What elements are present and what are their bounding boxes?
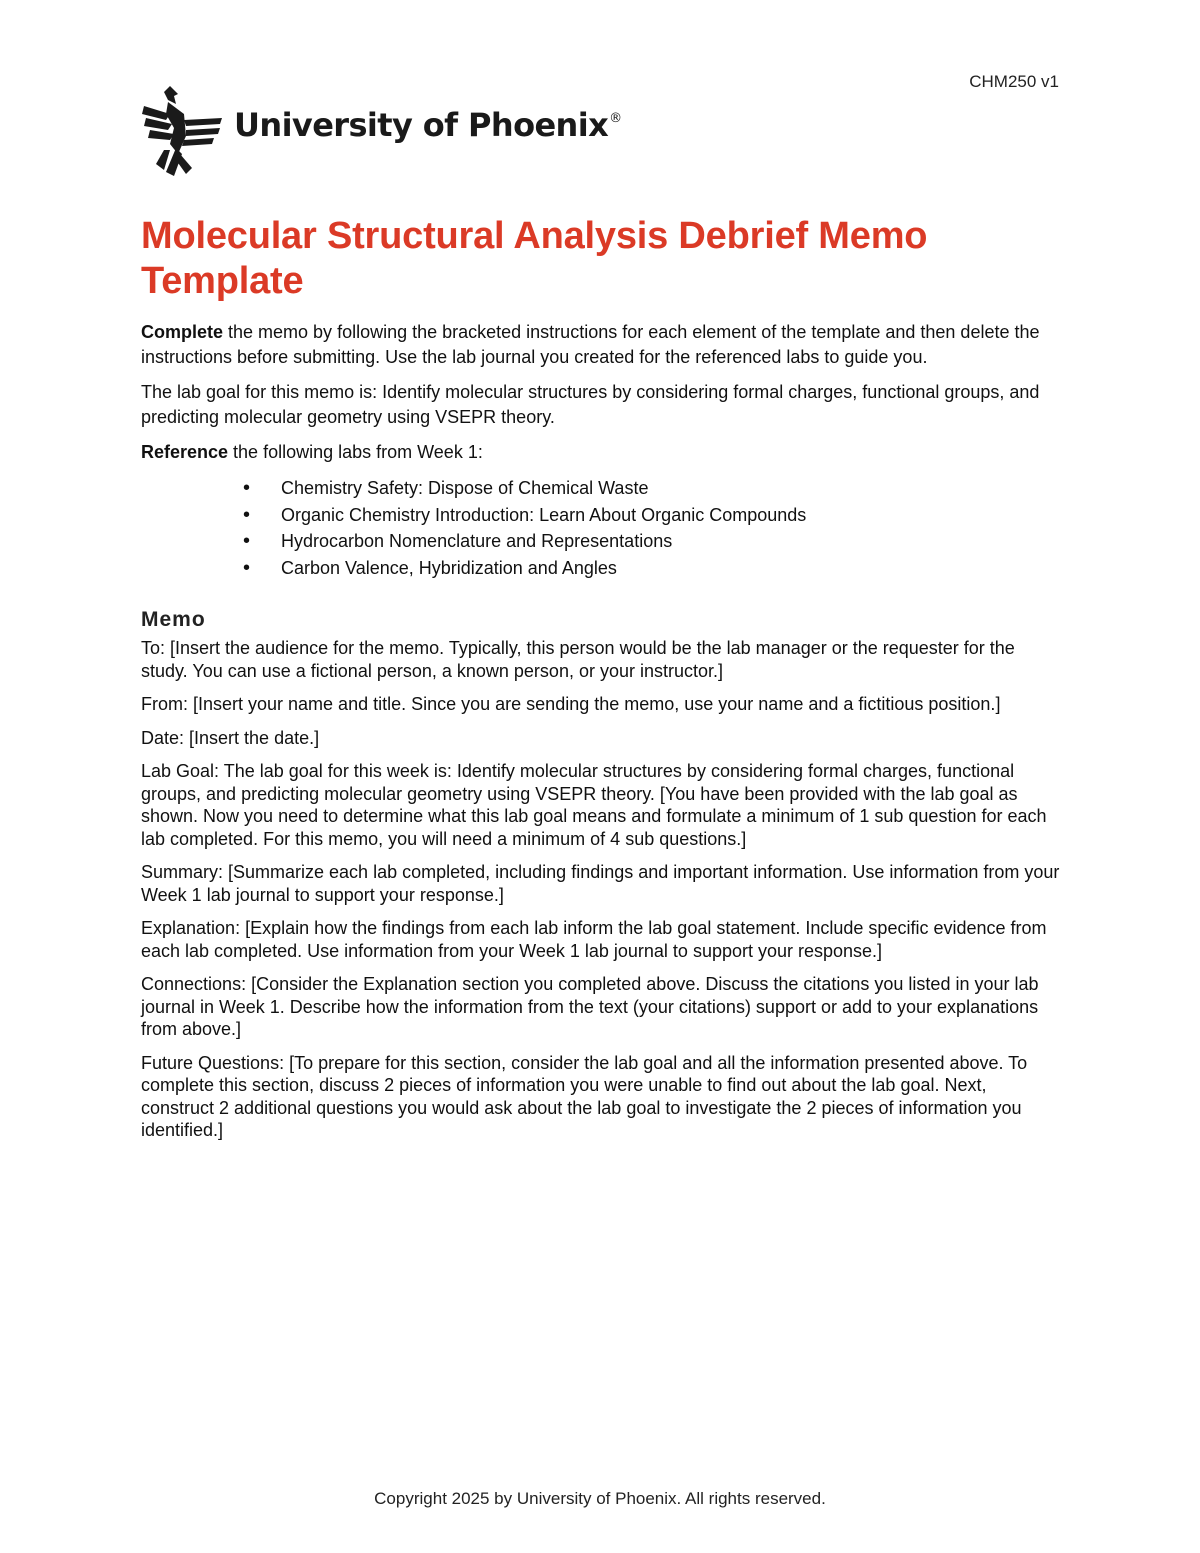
copyright-footer: Copyright 2025 by University of Phoenix. All rights reserved. <box>374 1489 826 1508</box>
registered-mark: ® <box>609 111 622 126</box>
course-code: CHM250 v1 <box>969 72 1059 91</box>
memo-explanation: Explanation: [Explain how the findings from each lab inform the lab goal statement. Include specific evidence from each lab completed. Use information from your Week 1 lab journal to support your response.] <box>141 918 1047 961</box>
memo-heading: Memo <box>141 608 206 631</box>
memo-connections: Connections: [Consider the Explanation section you completed above. Discuss the citations you listed in your lab journal in Week 1. Describe how the information from the text (your citations) support or add to your explanations from above.] <box>141 974 1039 1039</box>
memo-lab-goal: Lab Goal: The lab goal for this week is: Identify molecular structures by considering formal charges, functional groups, and predicting molecular geometry using VSEPR theory. [You have been provided with the lab goal as shown. Now you need to determine what this lab goal means and formulate a minimum of 1 sub question for each lab completed. For this memo, you will need a minimum of 4 sub questions.] <box>141 761 1047 849</box>
intro-section <box>141 320 1061 465</box>
complete-text: the memo by following the bracketed instructions for each element of the template and then delete the instructions before submitting. Use the lab journal you created for the referenced labs to guide you. <box>141 322 1040 367</box>
logo-text: University of Phoenix <box>234 106 609 144</box>
reference-instruction <box>141 440 1061 465</box>
complete-instruction <box>141 320 1061 370</box>
logo-wordmark <box>234 106 622 144</box>
memo-date: Date: [Insert the date.] <box>141 727 320 748</box>
list-item: • Organic Chemistry Introduction: Learn About Organic Compounds <box>243 502 1061 529</box>
lab-list <box>141 475 1061 581</box>
list-item: • Chemistry Safety: Dispose of Chemical Waste <box>243 475 1061 502</box>
memo-summary: Summary: [Summarize each lab completed, including findings and important information. Use information from your Week 1 lab journal to support your response.] <box>141 862 1060 905</box>
phoenix-logo-icon <box>140 84 224 178</box>
university-logo <box>140 84 622 178</box>
reference-text: the following labs from Week 1: <box>228 442 483 462</box>
document-body <box>141 214 1061 1153</box>
reference-bold: Reference <box>141 442 229 462</box>
memo-to: To: [Insert the audience for the memo. Typically, this person would be the lab manager or the requester for the study. You can use a fictional person, a known person, or your instructor.] <box>141 638 1015 681</box>
memo-future-questions: Future Questions: [To prepare for this section, consider the lab goal and all the information presented above. To complete this section, discuss 2 pieces of information you were unable to find out about the lab goal. Next, construct 2 additional questions you would ask about the lab goal to investigate the 2 pieces of information you identified.] <box>141 1052 1028 1140</box>
complete-bold: Complete <box>141 322 224 342</box>
lab-goal-statement: The lab goal for this memo is: Identify molecular structures by considering formal charges, functional groups, and predicting molecular geometry using VSEPR theory. <box>141 382 1040 427</box>
list-item: • Carbon Valence, Hybridization and Angles <box>243 555 1061 582</box>
memo-section <box>141 637 1061 1142</box>
memo-from: From: [Insert your name and title. Since you are sending the memo, use your name and a fictitious position.] <box>141 694 1001 714</box>
list-item: • Hydrocarbon Nomenclature and Representations <box>243 528 1061 555</box>
page-title: Molecular Structural Analysis Debrief Memo Template <box>141 215 928 302</box>
